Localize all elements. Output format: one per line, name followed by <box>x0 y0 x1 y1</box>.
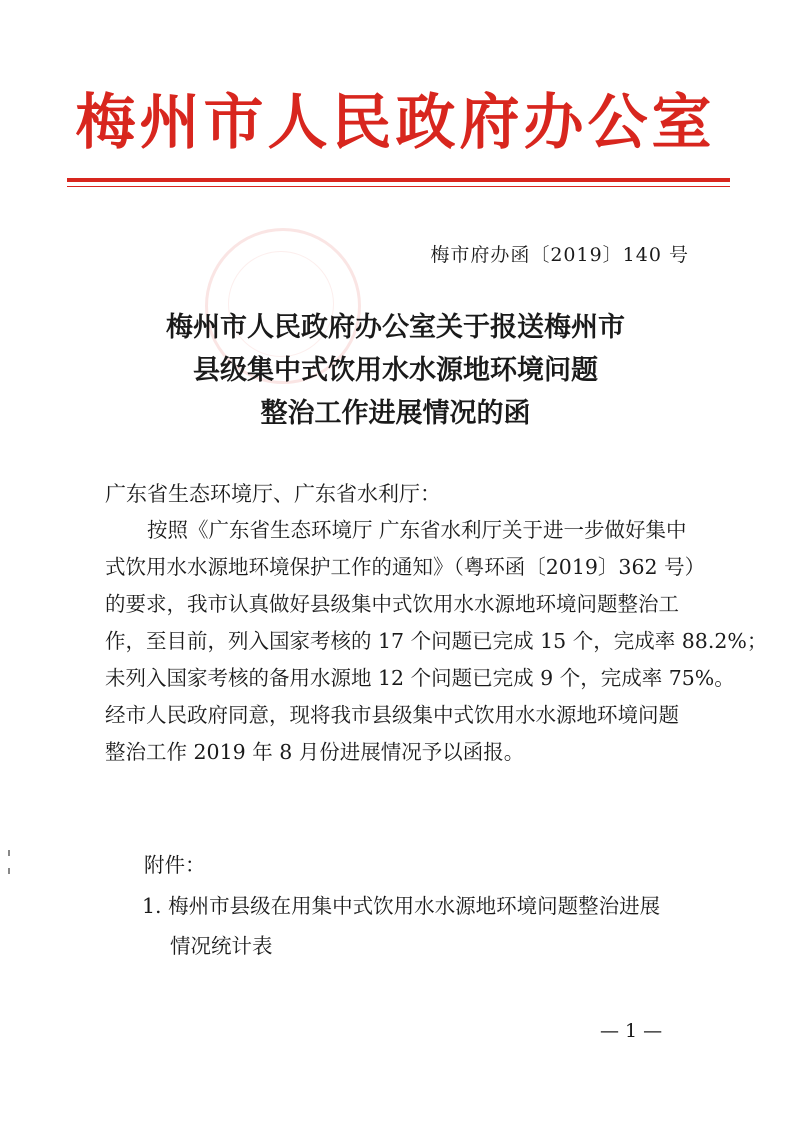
letterhead-title: 梅州市人民政府办公室 <box>75 88 716 158</box>
document-title-line: 县级集中式饮用水水源地环境问题 <box>193 355 598 386</box>
attachment-item <box>142 886 660 966</box>
document-title-line: 整治工作进展情况的函 <box>260 398 531 429</box>
body-line: 作，至目前，列入国家考核的 17 个问题已完成 15 个，完成率 88.2%； <box>105 629 768 653</box>
body-line: 按照《广东省生态环境厅 广东省水利厅关于进一步做好集中 <box>147 518 687 542</box>
letterhead-rule-thick <box>67 178 730 182</box>
attachment-item-line: 1. 梅州市县级在用集中式饮用水水源地环境问题整治进展 <box>142 894 661 918</box>
document-title-line: 梅州市人民政府办公室关于报送梅州市 <box>166 312 625 343</box>
page-number: — 1 — <box>600 1020 663 1042</box>
attachment-item-line: 情况统计表 <box>170 934 273 958</box>
binding-marks <box>8 850 12 890</box>
recipient-line: 广东省生态环境厅、广东省水利厅： <box>105 482 441 506</box>
body-line: 整治工作 2019 年 8 月份进展情况予以函报。 <box>105 740 525 764</box>
attachments-label: 附件： <box>144 853 206 877</box>
body-paragraph <box>105 512 768 771</box>
body-line: 的要求，我市认真做好县级集中式饮用水水源地环境问题整治工 <box>105 592 679 616</box>
letterhead-rule-thin <box>67 186 730 187</box>
document-title <box>0 306 791 435</box>
document-number: 梅市府办函〔2019〕140 号 <box>430 244 689 266</box>
body-line: 经市人民政府同意，现将我市县级集中式饮用水水源地环境问题 <box>105 703 679 727</box>
body-line: 式饮用水水源地环境保护工作的通知》（粤环函〔2019〕362 号） <box>105 555 706 579</box>
body-line: 未列入国家考核的备用水源地 12 个问题已完成 9 个，完成率 75%。 <box>105 666 735 690</box>
